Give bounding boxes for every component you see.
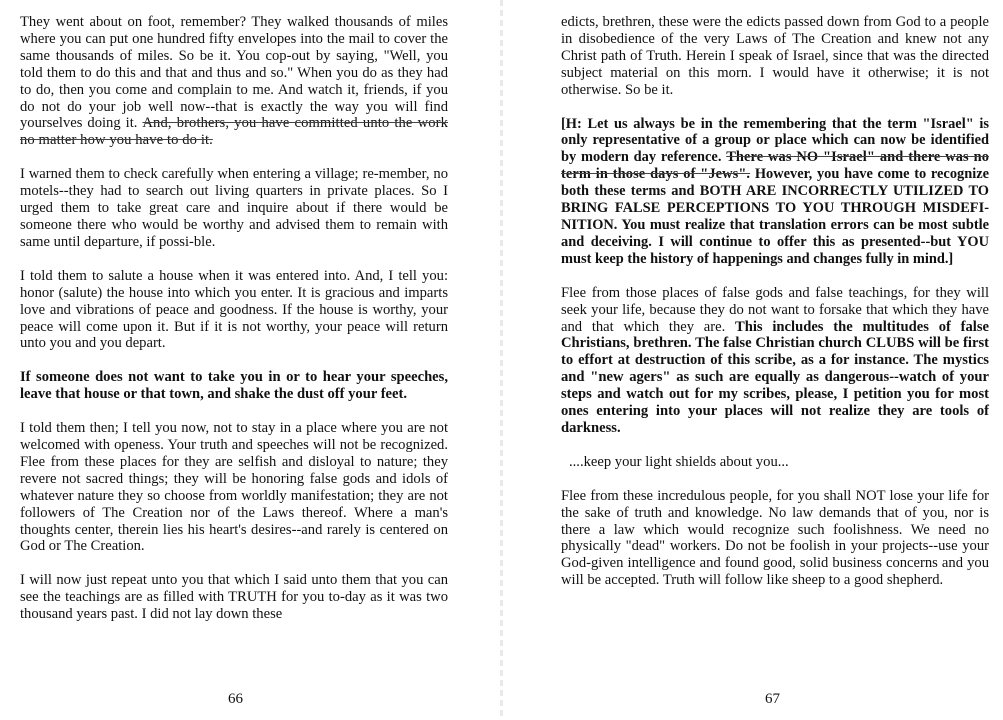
right-paragraph-3: [561, 285, 989, 437]
right-paragraph-2-text-b: However, you have come to recognize both these terms and BOTH ARE INCORRECTLY UTILIZED TO BRING FALSE PERCEPTIONS TO YOU THROUGH MISDEFI-NITION. You must realize that translation errors can be most subtle and deceiving. I will continue to offer this as presented--but YOU must keep the history of happenings and changes fully in mind.]: [561, 166, 989, 267]
right-paragraph-4: ....keep your light shields about you...: [569, 453, 789, 470]
right-paragraph-2: [561, 116, 989, 268]
left-paragraph-1-struck-text: And, brothers, you have committed unto the work no matter how you have to do it.: [20, 115, 448, 149]
left-page: [0, 0, 500, 720]
page-number-right: 67: [765, 691, 780, 707]
page-number-left: 66: [228, 691, 243, 707]
left-paragraph-3: I told them to salute a house when it was entered into. And, I tell you: honor (salute) the house into which you enter. It is gracious and imparts love and vibrations of peace and goodness. If the house is worthy, your peace will come upon it. But if it is not worthy, your peace will return unto you and you depart.: [20, 267, 448, 352]
left-paragraph-1-text: They went about on foot, remember? They walked thousands of miles where you can put one hundred fifty envelopes into the mail to cover the same thousands of miles. So be it. You cop-out by saying, "Well, you told them to do this and that and thus and so." When you do as they had to do, then you come and complain to me. And watch it, friends, if you do not do your job well now--that is exactly the way you will find yourselves doing it.: [20, 14, 448, 132]
right-paragraph-3-text-a: Flee from those places of false gods and false teachings, for they will seek your life, because they do not want to forsake that which they have and that which they are.: [561, 284, 989, 335]
left-paragraph-4: If someone does not want to take you in or to hear your speeches, leave that house or that town, and shake the dust off your feet.: [20, 369, 448, 403]
left-paragraph-1: [20, 14, 448, 149]
right-page: [503, 0, 1003, 720]
right-paragraph-1: edicts, brethren, these were the edicts passed down from God to a people in disobedience of the very Laws of The Creation and knew not any Christ path of Truth. Herein I speak of Israel, since that was the directed subject material on this morn. I would have it otherwise; it is not otherwise. So be it.: [561, 14, 989, 98]
right-paragraph-5: Flee from these incredulous people, for you shall NOT lose your life for the sake of truth and knowledge. No law demands that of you, nor is there a law which would recognize such foolishness. We need no physically "dead" workers. Do not be foolish in your projects--use your God-given intelligence and found good, solid business concerns and you will be accepted. Truth will follow like sheep to a good shepherd.: [561, 487, 989, 589]
left-paragraph-6: I will now just repeat unto you that which I said unto them that you can see the teachings are as filled with TRUTH for you to-day as it was two thousand years past. I did not lay down these: [20, 572, 448, 623]
left-paragraph-5: I told them then; I tell you now, not to stay in a place where you are not welcomed with openess. Your truth and speeches will not be recognized. Flee from these places for they are selfish and disloyal to nature; they revere not sacred things; they will be honoring false gods and idols of whatever nature they so choose from worldly manifestation; they are not followers of The Creation nor of the Laws thereof. Where a man's thoughts center, therein lies his heart's desires--and rarely is centered on God or The Creation.: [20, 420, 448, 555]
right-paragraph-3-text-bold: This includes the multitudes of false Christians, brethren. The false Christian church CLUBS will be first to effort at destruction of this scribe, as a for instance. The mystics and "new agers" as such are equally as dangerous--watch of your steps and watch out for my scribes, please, I petition you for most ones entering into your places will not realize they are tools of darkness.: [561, 318, 989, 436]
right-paragraph-2-struck-text: There was NO "Israel" and there was no term in those days of "Jews".: [561, 149, 990, 183]
left-paragraph-2: I warned them to check carefully when entering a village; re-member, no motels--they had to search out living quarters in private places. So I urged them to take great care and inquire about if there would be someone there who would be worthy and advised them to remain with same until departure, if possi-ble.: [20, 166, 448, 250]
right-paragraph-2-text-a: [H: Let us always be in the remembering that the term "Israel" is only representative of a group or place which can now be identified by modern day reference.: [561, 115, 989, 166]
